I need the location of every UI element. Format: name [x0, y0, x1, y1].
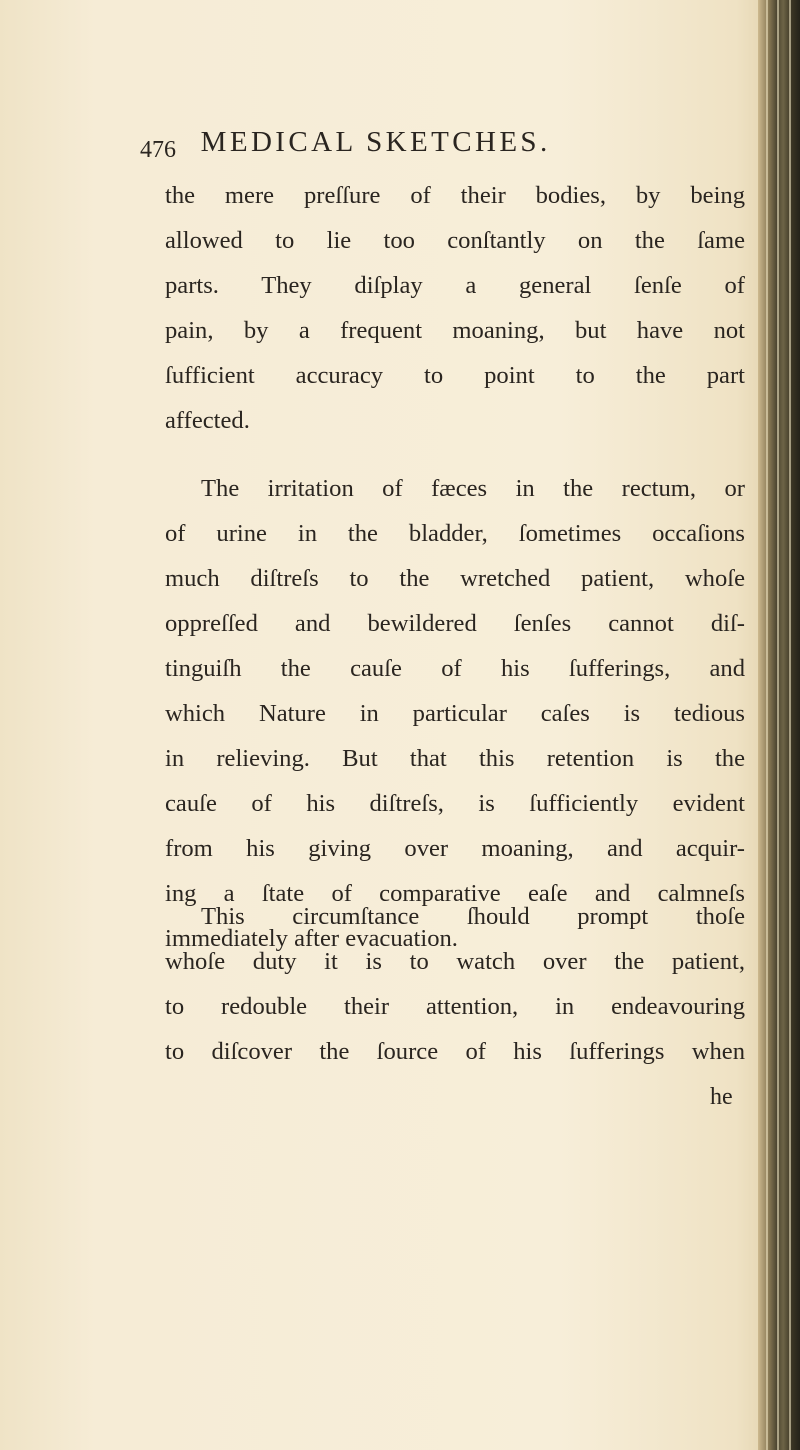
- text-line: whoſe duty it is to watch over the patient,: [165, 948, 745, 975]
- text-line: ing a ſtate of comparative eaſe and calmneſs: [165, 880, 745, 907]
- text-line: parts. They diſplay a general ſenſe of: [165, 272, 745, 299]
- text-line: pain, by a frequent moaning, but have not: [165, 317, 745, 344]
- text-line: tinguiſh the cauſe of his ſufferings, and: [165, 655, 745, 682]
- text-line: The irritation of fæces in the rectum, or: [201, 475, 745, 502]
- page-edge-line: [789, 0, 791, 1450]
- text-line: from his giving over moaning, and acquir-: [165, 835, 745, 862]
- text-line: which Nature in particular caſes is tedious: [165, 700, 745, 727]
- running-title: MEDICAL SKETCHES.: [200, 126, 551, 158]
- text-line: ſufficient accuracy to point to the part: [165, 362, 745, 389]
- text-line: allowed to lie too conſtantly on the ſame: [165, 227, 745, 254]
- page-edge-line: [777, 0, 779, 1450]
- text-line: to diſcover the ſource of his ſufferings when: [165, 1038, 745, 1065]
- text-line: affected.: [165, 407, 250, 434]
- page-header: [140, 122, 660, 162]
- text-line: This circumſtance ſhould prompt thoſe: [201, 903, 745, 930]
- text-line: to redouble their attention, in endeavouring: [165, 993, 745, 1020]
- text-line: of urine in the bladder, ſometimes occaſions: [165, 520, 745, 547]
- text-line: much diſtreſs to the wretched patient, whoſe: [165, 565, 745, 592]
- catchword: he: [710, 1084, 733, 1110]
- text-line: cauſe of his diſtreſs, is ſufficiently evident: [165, 790, 745, 817]
- text-line: in relieving. But that this retention is the: [165, 745, 745, 772]
- text-line: the mere preſſure of their bodies, by being: [165, 182, 745, 209]
- paragraph-2: [165, 466, 745, 961]
- page-edge-line: [766, 0, 768, 1450]
- page-number: 476: [140, 137, 176, 163]
- page-edge-shadow: [758, 0, 800, 1450]
- text-line: immediately after evacuation.: [165, 925, 458, 952]
- paragraph-1: [165, 173, 745, 443]
- text-line: oppreſſed and bewildered ſenſes cannot diſ-: [165, 610, 745, 637]
- paragraph-3: [165, 894, 745, 1074]
